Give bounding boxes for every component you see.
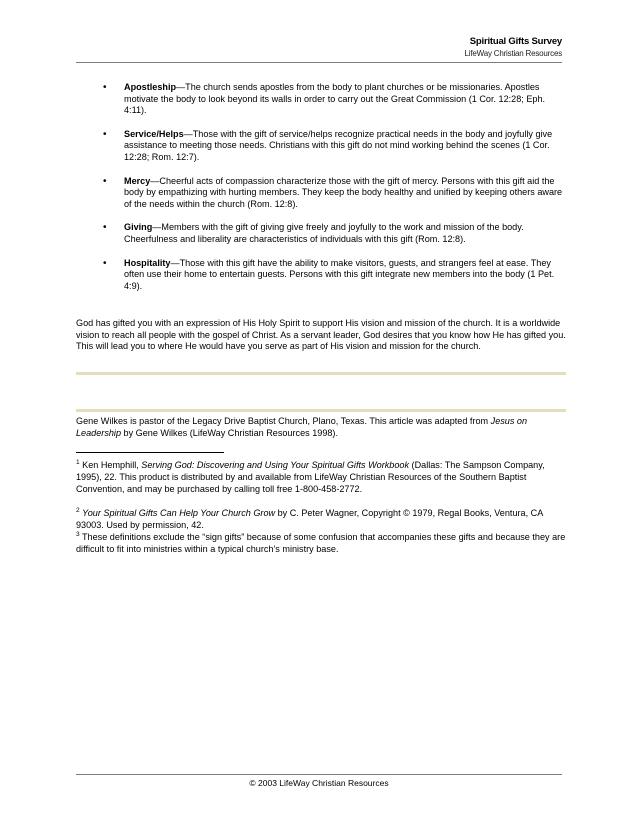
page-footer: © 2003 LifeWay Christian Resources: [249, 778, 389, 788]
gift-name: Hospitality: [124, 257, 171, 268]
bullet-icon: •: [103, 257, 107, 269]
list-item: [76, 258, 566, 293]
header-title: Spiritual Gifts Survey: [469, 36, 562, 47]
author-note-text-after: by Gene Wilkes (LifeWay Christian Resources 1998).: [121, 427, 338, 438]
footnote-text-after: by C. Peter Wagner, Copyright © 1979, Regal Books, Ventura, CA 93003. Used by permission, 42.: [76, 508, 543, 530]
footnote-number: 1: [76, 458, 80, 466]
bullet-icon: •: [103, 175, 107, 187]
footnote-1: [76, 459, 568, 495]
footnote-title: Your Spiritual Gifts Can Help Your Church Grow: [82, 508, 276, 518]
gift-name: Apostleship: [124, 82, 177, 92]
gift-description: —Members with the gift of giving give freely and joyfully to the work and mission of the body. Cheerfulness and liberality are characteristics of individuals with this gift (Rom. 12:8).: [124, 222, 524, 244]
footnote-number: 3: [76, 530, 80, 538]
list-item: [76, 82, 566, 117]
footnote-text: These definitions exclude the “sign gifts” because of some confusion that accompanies these gifts and because they are difficult to fit into ministries within a typical church’s ministry base.: [76, 532, 566, 554]
author-note: [76, 416, 568, 439]
footnote-text-after: (Dallas: The Sampson Company, 1995), 22. This product is distributed by and available from LifeWay Christian Resources of the Southern Baptist Convention, and may be purchased by calling toll free 1-800-458-2772.: [76, 460, 545, 494]
book-title: Jesus on Leadership: [76, 416, 528, 438]
bullet-icon: •: [103, 222, 107, 234]
separator-band-top: [76, 372, 566, 375]
gift-description: —The church sends apostles from the body to plant churches or be missionaries. Apostles motivate the body to look beyond its walls in order to carry out the Great Commission (1 Cor. 12:28; Eph. 4:11).: [124, 82, 546, 116]
footer-rule: [76, 774, 562, 775]
gift-name: Service/Helps: [124, 128, 184, 139]
header-rule: [76, 62, 562, 63]
list-item: [76, 222, 566, 245]
gift-list: [76, 82, 566, 304]
gift-name: Mercy: [124, 175, 151, 186]
footnote-number: 2: [76, 506, 80, 514]
bullet-icon: •: [103, 128, 107, 140]
gift-description: —Those with this gift have the ability to make visitors, guests, and strangers feel at ease. They often use their home to entertain guests. Persons with this gift integrate new members into the body (1 Pet. 4:9).: [124, 257, 555, 291]
footnote-text: Ken Hemphill,: [79, 460, 142, 470]
header-subtitle: LifeWay Christian Resources: [464, 49, 562, 58]
gift-description: —Cheerful acts of compassion characterize those with the gift of mercy. Persons with this gift aid the body by empathizing with hurting members. They keep the body healthy and unified by keeping others aware of the needs within the church (Rom. 12:8).: [124, 175, 563, 209]
gift-description: —Those with the gift of service/helps recognize practical needs in the body and joyfully give assistance to meeting those needs. Christians with this gift do not mind working behind the scenes (1 Cor. 12:28; Rom. 12:7).: [124, 128, 553, 162]
list-item: [76, 129, 566, 164]
separator-band-bottom: [76, 409, 566, 412]
list-item: [76, 176, 566, 211]
footnote-title: Serving God: Discovering and Using Your Spiritual Gifts Workbook: [141, 460, 410, 470]
page-header: [465, 36, 562, 59]
bullet-icon: •: [103, 82, 107, 93]
author-note-text: Gene Wilkes is pastor of the Legacy Drive Baptist Church, Plano, Texas. This article was adapted from: [76, 416, 491, 426]
gift-name: Giving: [124, 222, 153, 233]
footnote-rule: [76, 452, 224, 453]
footnote-3: [76, 531, 568, 555]
closing-paragraph: God has gifted you with an expression of His Holy Spirit to support His vision and mission of the church. It is a worldwide vision to reach all people with the gospel of Christ. As a servant leader, God desires that you know how He has gifted you. This will lead you to where He would have you serve as part of His vision and mission for the church.: [76, 318, 566, 352]
footnote-2: [76, 507, 568, 531]
